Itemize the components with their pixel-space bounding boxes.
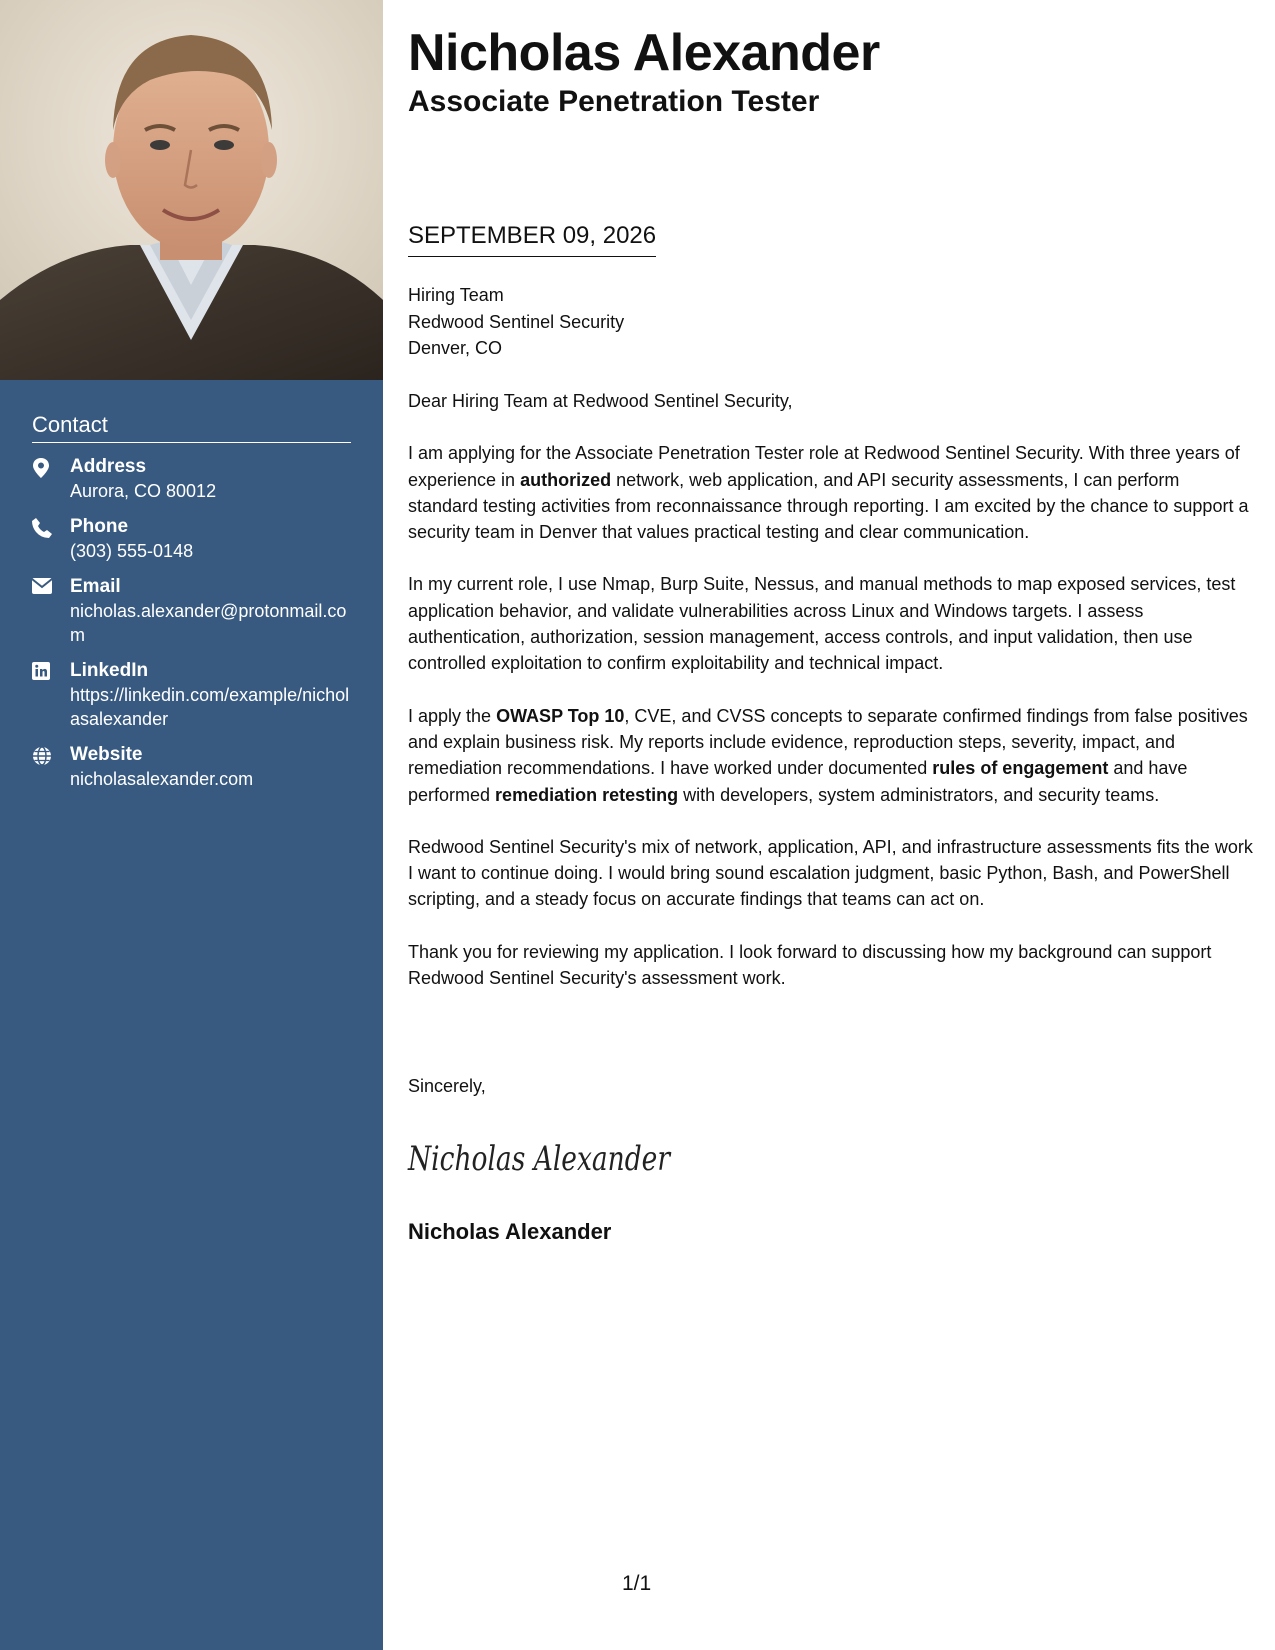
paragraph-text: Thank you for reviewing my application. I look forward to discussing how my background can support Redwood Sentinel Security's assessment work. [408, 941, 1212, 989]
linkedin-icon [32, 659, 70, 731]
envelope-icon [32, 575, 70, 647]
contact-email [32, 575, 351, 647]
emphasis-text: remediation retesting [495, 784, 679, 805]
recipient-line: Denver, CO [408, 338, 503, 358]
letter-main [407, 22, 1253, 1244]
letter-paragraphs [408, 440, 1253, 991]
email-value[interactable]: nicholas.alexander@protonmail.com [70, 601, 347, 645]
signer-name: Nicholas Alexander [408, 1219, 612, 1244]
profile-photo [0, 0, 383, 380]
contact-heading: Contact [32, 412, 351, 443]
linkedin-value[interactable]: https://linkedin.com/example/nicholasalexander [70, 685, 350, 729]
applicant-role: Associate Penetration Tester [408, 85, 820, 118]
letter-body [408, 388, 1253, 1017]
applicant-name: Nicholas Alexander [408, 24, 880, 82]
sidebar [0, 0, 383, 1650]
phone-icon [32, 515, 70, 563]
portrait-image [0, 0, 383, 380]
emphasis-text: OWASP Top 10 [496, 705, 625, 726]
contact-label: LinkedIn [70, 660, 149, 681]
contact-address [32, 455, 351, 503]
globe-icon [32, 743, 70, 791]
letter-paragraph [408, 834, 1253, 913]
paragraph-text: , CVE, and CVSS concepts to separate confirmed findings from false positives and explain business risk. My reports include evidence, reproduction steps, severity, impact, and remediation recommendations. I have worked under documented [408, 705, 1248, 779]
website-value[interactable]: nicholasalexander.com [70, 769, 254, 789]
page-number: 1/1 [622, 1572, 652, 1595]
contact-phone [32, 515, 351, 563]
recipient-line: Hiring Team [408, 285, 504, 305]
letter-paragraph [408, 571, 1253, 676]
contact-section [32, 412, 351, 803]
salutation: Dear Hiring Team at Redwood Sentinel Security, [408, 391, 793, 411]
closing: Sincerely, [408, 1076, 486, 1096]
phone-value[interactable]: (303) 555-0148 [70, 541, 194, 561]
signature-image [408, 1134, 670, 1182]
paragraph-text: Redwood Sentinel Security's mix of network, application, API, and infrastructure assessments fits the work I want to continue doing. I would bring sound escalation judgment, basic Python, Bash, and PowerShell scripting, and a steady focus on accurate findings that teams can act on. [408, 836, 1253, 910]
letter-date: SEPTEMBER 09, 2026 [408, 222, 656, 257]
paragraph-text: In my current role, I use Nmap, Burp Suite, Nessus, and manual methods to map exposed services, test application behavior, and validate vulnerabilities across Linux and Windows targets. I assess authentication, authorization, session management, access controls, and input validation, then use controlled exploitation to confirm exploitability and technical impact. [408, 574, 1236, 674]
map-pin-icon [32, 455, 70, 503]
contact-label: Address [70, 456, 147, 477]
address-value: Aurora, CO 80012 [70, 481, 217, 501]
paragraph-text: and have performed [408, 758, 1188, 805]
letter-paragraph [408, 939, 1253, 992]
recipient-line: Redwood Sentinel Security [408, 311, 625, 332]
contact-label: Website [70, 744, 143, 765]
letter-paragraph [408, 440, 1253, 545]
contact-linkedin [32, 659, 351, 731]
signature-script: Nicholas Alexander [407, 1139, 672, 1179]
contact-website [32, 743, 351, 791]
paragraph-text: with developers, system administrators, and security teams. [678, 784, 1160, 805]
paragraph-text: network, web application, and API security assessments, I can perform standard testing activities from reconnaissance through reporting. I am excited by the chance to support a security team in Denver that values practical testing and clear communication. [408, 469, 1249, 543]
contact-label: Phone [70, 516, 129, 537]
paragraph-text: I apply the [408, 705, 497, 726]
emphasis-text: authorized [520, 469, 612, 490]
recipient-block [408, 282, 624, 362]
emphasis-text: rules of engagement [932, 758, 1109, 779]
letter-paragraph [408, 703, 1253, 808]
contact-label: Email [70, 576, 121, 597]
paragraph-text: I am applying for the Associate Penetration Tester role at Redwood Sentinel Security. With three years of experience in [408, 443, 1240, 490]
